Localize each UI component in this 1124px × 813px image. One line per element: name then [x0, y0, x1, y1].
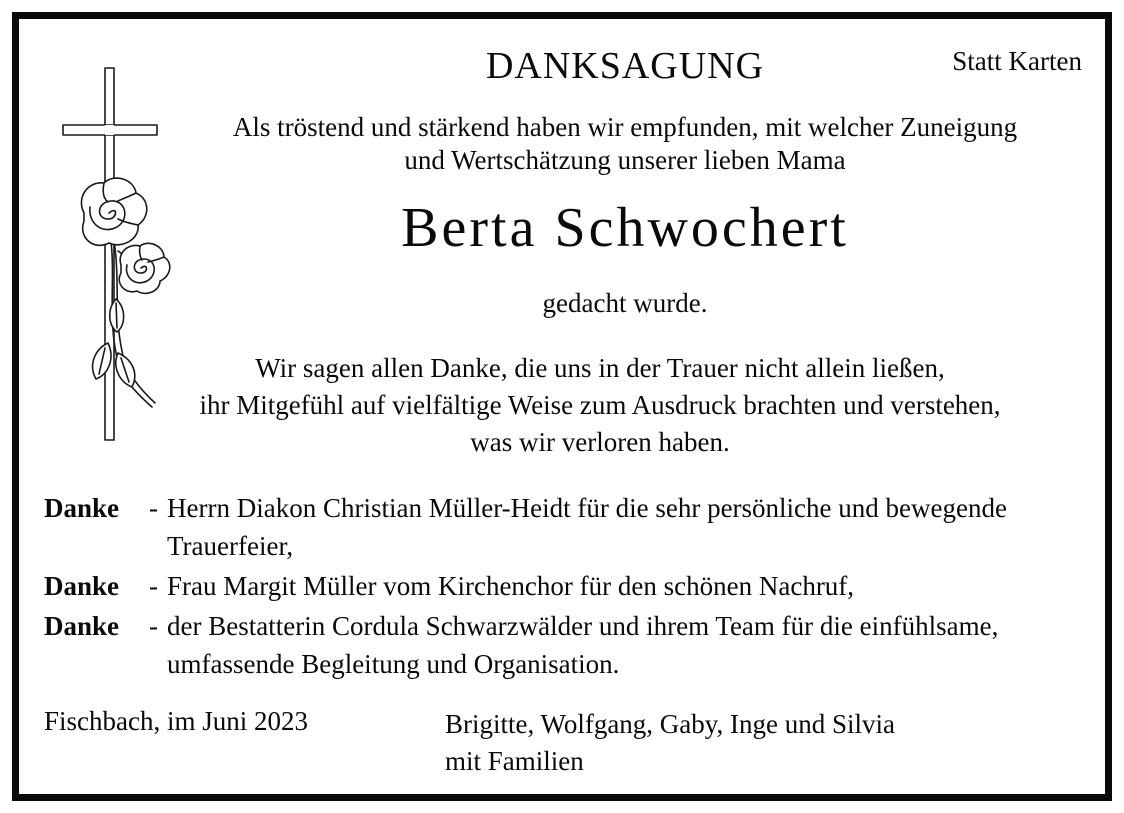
family-signature [445, 706, 895, 780]
danke-label: Danke [44, 611, 120, 641]
danke-label: Danke [44, 571, 120, 601]
place-and-date: Fischbach, im Juni 2023 [44, 706, 308, 736]
family-names-line: mit Familien [445, 746, 584, 776]
danke-text: der Bestatterin Cordula Schwarzwälder und ihrem Team für die einfühlsame, umfassende Begleitung und Organisation. [167, 611, 999, 679]
danke-label: Danke [44, 493, 120, 523]
danke-item [44, 567, 1088, 605]
rose-bud-vein [116, 303, 117, 328]
deceased-name: Berta Schwochert [401, 197, 849, 259]
intro-line: und Wertschätzung unserer lieben Mama [404, 145, 846, 175]
danke-dash: - [149, 611, 158, 641]
corner-note: Statt Karten [952, 46, 1082, 76]
danke-text: Herrn Diakon Christian Müller-Heidt für die sehr persönliche und bewegende Trauerfeier, [167, 493, 1007, 561]
danke-dash: - [149, 493, 158, 523]
memorial-line: gedacht wurde. [542, 288, 708, 318]
page-title: DANKSAGUNG [485, 45, 765, 87]
danke-text: Frau Margit Müller vom Kirchenchor für den schönen Nachruf, [167, 571, 855, 601]
danke-item [44, 607, 1088, 683]
danke-dash: - [149, 571, 158, 601]
intro-paragraph [170, 111, 1080, 177]
thanks-paragraph [120, 350, 1080, 461]
thanks-line: Wir sagen allen Danke, die uns in der Trauer nicht allein ließen, [255, 353, 945, 383]
family-names-line: Brigitte, Wolfgang, Gaby, Inge und Silvia [445, 709, 896, 739]
rose-large-outer [81, 178, 146, 245]
intro-line: Als tröstend und stärkend haben wir empfunden, mit welcher Zuneigung [232, 112, 1018, 142]
danke-item [44, 489, 1088, 565]
thanks-line: was wir verloren haben. [470, 427, 730, 457]
danke-list [44, 489, 1088, 685]
thanks-line: ihr Mitgefühl auf vielfältige Weise zum Ausdruck brachten und verstehen, [199, 390, 1001, 420]
cross-joint [105, 125, 114, 135]
